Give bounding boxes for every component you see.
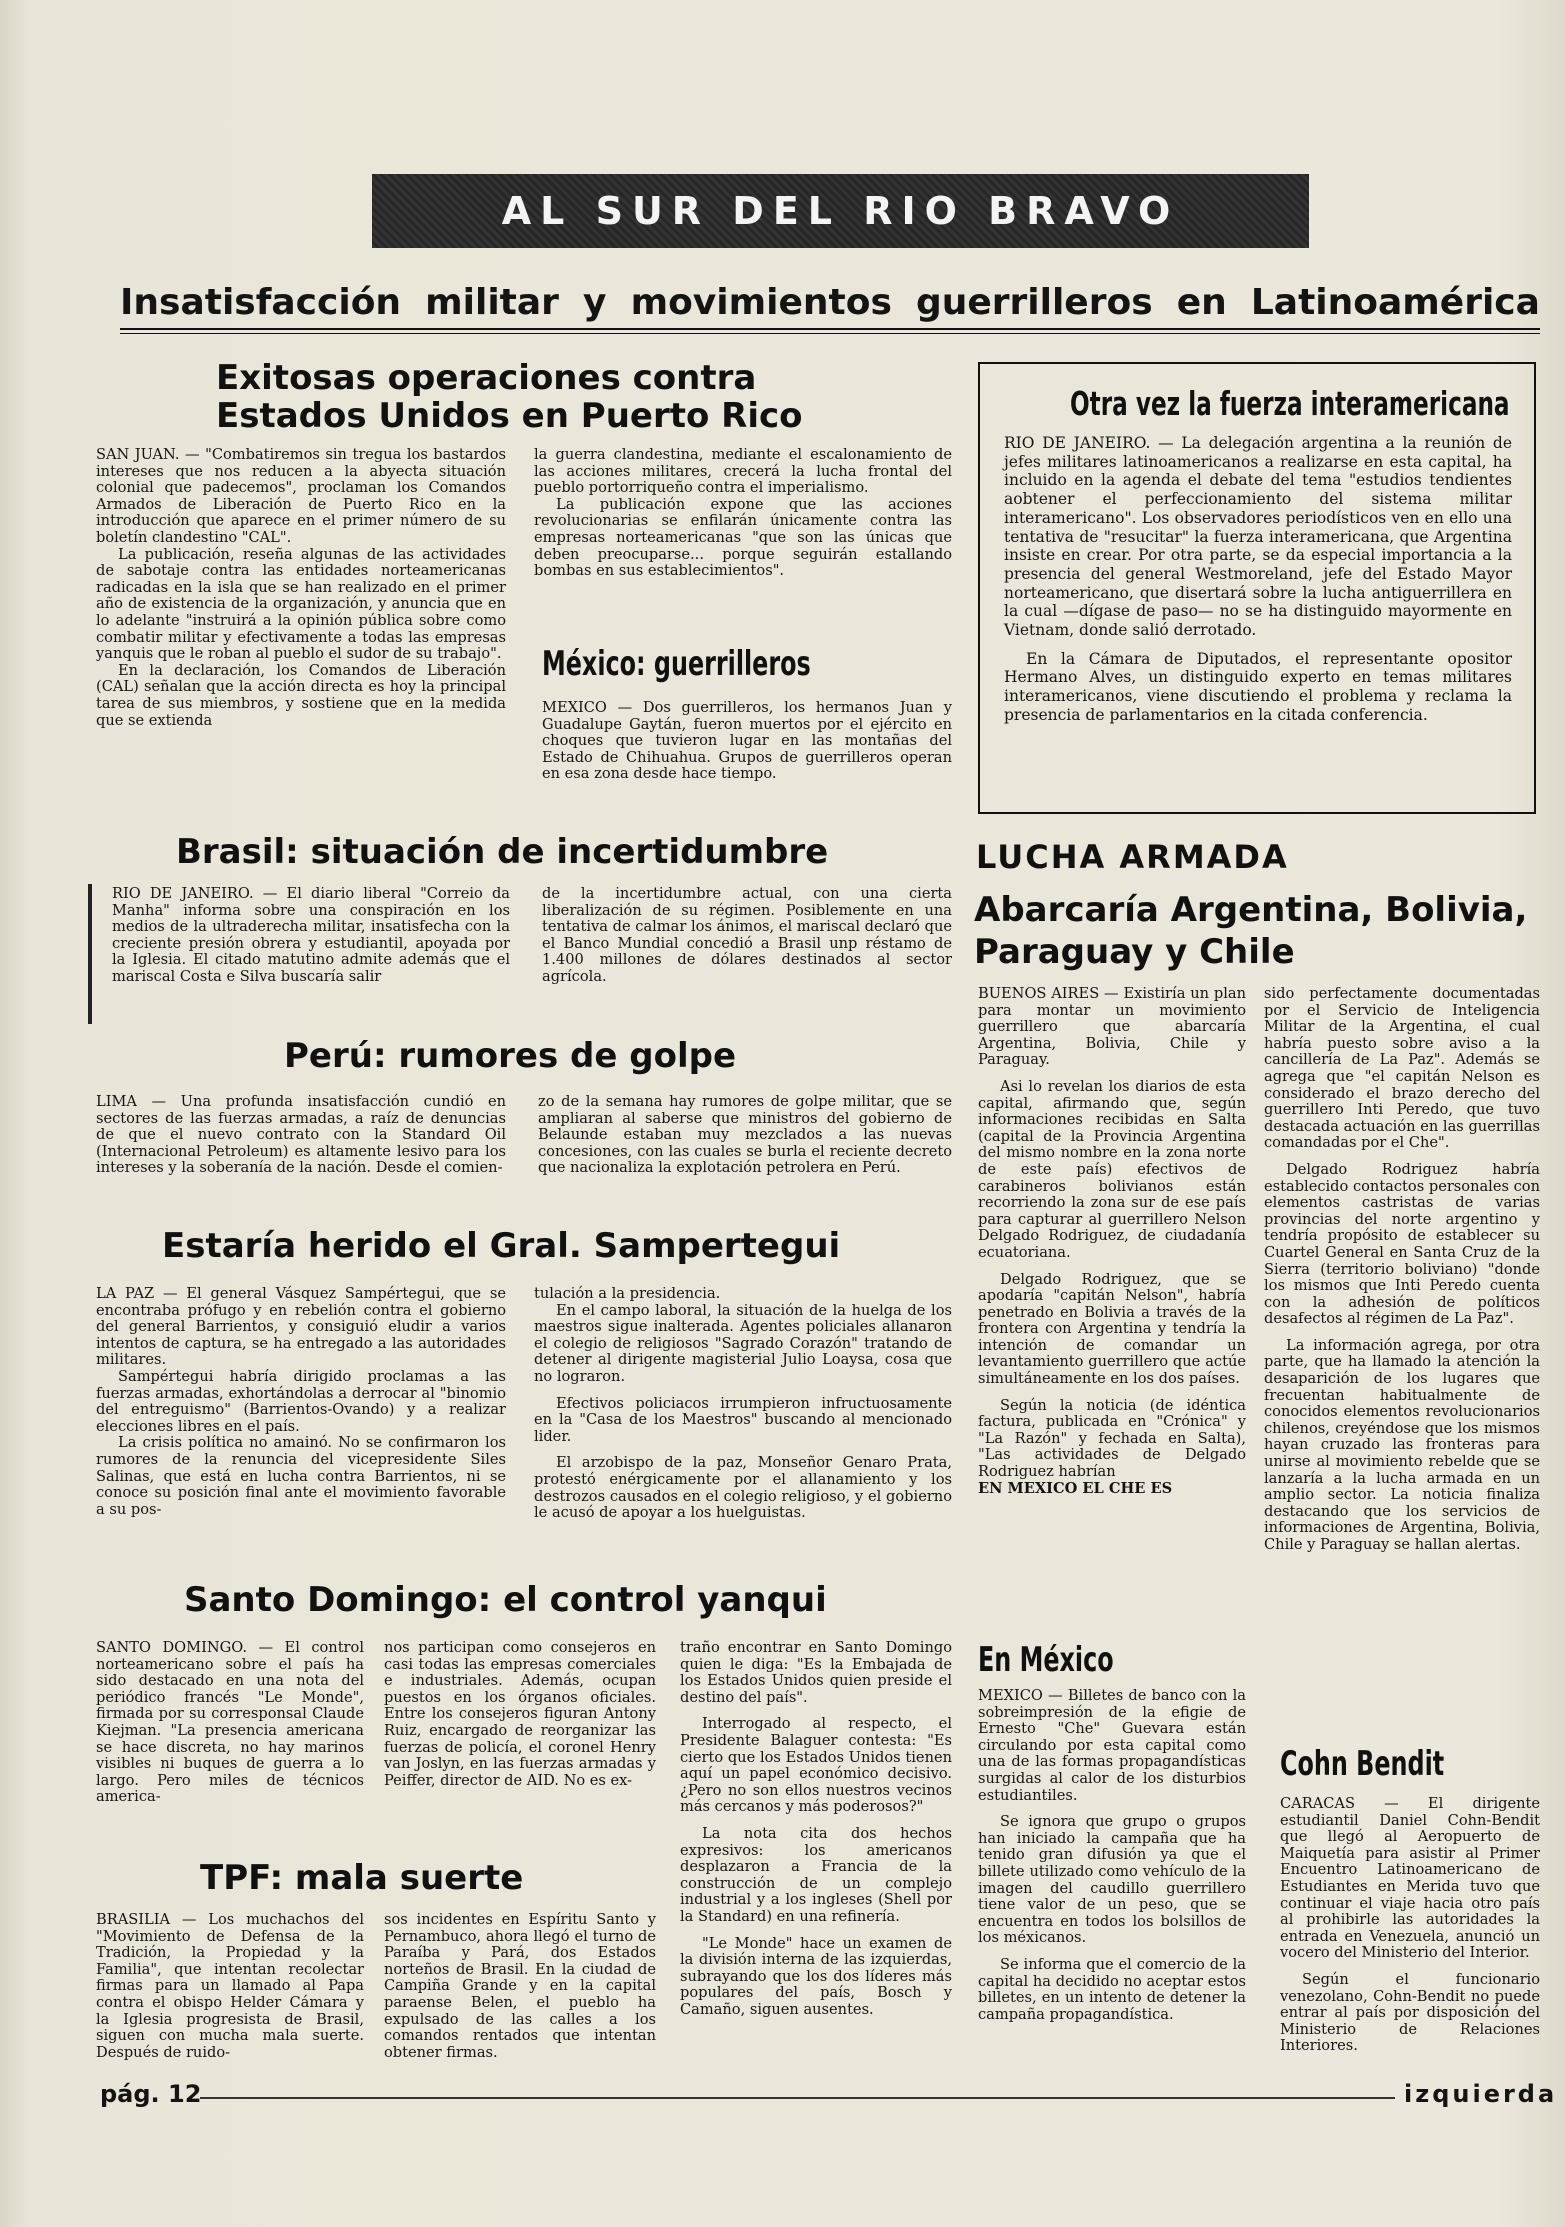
article-paragraph: La nota cita dos hechos expresivos: los americanos desplazaron a Francia de la construcción de un complejo industrial y a los ingleses (Shell por la Standard) en una refinería. bbox=[680, 1824, 952, 1925]
article-paragraph: RIO DE JANEIRO. — La delegación argentina a la reunión de jefes militares latinoamericanos a realizarse en esta capital, ha incluido en la agenda el debate del tema "estudios tendientes aobtener el perfeccionamiento del sistema militar interamericano". Los observadores periodísticos ven en ello una tentativa de "resucitar" la fuerza interamericana, que Argentina insiste en crear. Por otra parte, se da especial importancia a la presencia del general Westmoreland, jefe del Estado Mayor norteamericano, que disertará sobre la lucha antiguerrillera en la cual —dígase de paso— no se ha distinguido mayormente en Vietnam, donde salió derrotado. bbox=[1004, 434, 1512, 640]
article-paragraph: BUENOS AIRES — Existiría un plan para montar un movimiento guerrillero que abarcaría Argentina, Bolivia, Chile y Paraguay. bbox=[978, 985, 1246, 1069]
article-paragraph: En la Cámara de Diputados, el representante opositor Hermano Alves, un distinguido experto en temas militares interamericanos, viene discutiendo el problema y reclama la presencia de parlamentarios en la citada conferencia. bbox=[1004, 649, 1512, 724]
article-paragraph: La publicación expone que las acciones revolucionarias se enfilarán únicamente contra las empresas norteamericanas "que son las únicas que deben preocuparse... porque seguirán estallando bombas en sus establecimientos". bbox=[534, 495, 952, 580]
puerto-rico-col2 bbox=[534, 447, 952, 580]
sampertegui-col2 bbox=[534, 1286, 952, 1522]
article-paragraph: Interrogado al respecto, el Presidente Balaguer contesta: "Es cierto que los Estados Unidos tienen aquí un papel económico decisivo. ¿Pero no son ellos nuestros vecinos más cercanos y más poderosos?" bbox=[680, 1715, 952, 1816]
article-paragraph: traño encontrar en Santo Domingo quien le diga: "Es la Embajada de los Estados Unidos quien preside el destino del país". bbox=[680, 1639, 952, 1706]
fuerza-interamericana-body bbox=[1004, 434, 1512, 725]
article-paragraph: nos participan como consejeros en casi todas las empresas comerciales e industriales. Además, ocupan puestos en los órganos oficiales. Entre los consejeros figuran Antony Ruiz, encargado de reorganizar las fuerzas de policía, el coronel Henry van Joslyn, en las fuerzas armadas y Peiffer, director de AID. No es ex- bbox=[384, 1639, 656, 1789]
lucha-armada-title-line1: Abarcaría Argentina, Bolivia, bbox=[974, 890, 1528, 930]
article-paragraph: En el campo laboral, la situación de la huelga de los maestros sigue inalterada. Agentes policiales allanaron el colegio de religiosos "Sagrado Corazón" tratando de detener al dirigente magisterial Julio Loaysa, cosa que no lograron. bbox=[534, 1301, 952, 1385]
article-paragraph: RIO DE JANEIRO. — El diario liberal "Correio da Manha" informa sobre una conspiración en los medios de la ultraderecha militar, insatisfecha con la creciente presión obrera y estudiantil, apoyada por la Iglesia. El citado matutino admite además que el mariscal Costa e Silva buscaría salir bbox=[112, 885, 510, 985]
article-paragraph: SAN JUAN. — "Combatiremos sin tregua los bastardos intereses que nos reducen a la abyecta situación colonial que padecemos", proclaman los Comandos Armados de Liberación de Puerto Rico en la introducción que aparece en el primer número de su boletín clandestino "CAL". bbox=[96, 446, 506, 546]
lucha-armada-kicker: LUCHA ARMADA bbox=[976, 838, 1289, 876]
article-paragraph: El arzobispo de la paz, Monseñor Genaro Prata, protestó enérgicamente por el allanamiento y los destrozos causados en el colegio religioso, y el gobierno le acusó de apoyar a los huelguistas. bbox=[534, 1454, 952, 1522]
article-paragraph: sos incidentes en Espíritu Santo y Pernambuco, ahora llegó el turno de Paraíba y Pará, dos Estados norteños de Brasil. En la ciudad de Campiña Grande y en la capital paraense Belen, el pueblo ha expulsado de las calles a los comandos rentados que intentan obtener firmas. bbox=[384, 1911, 656, 2061]
article-paragraph: Delgado Rodriguez habría establecido contactos personales con elementos castristas de varias provincias del norte argentino y tendría propósito de establecer su Cuartel General en Santa Cruz de la Sierra (territorio boliviano) "donde los mismos que Inti Peredo cuenta con la adhesión de políticos desafectos al régimen de La Paz". bbox=[1264, 1160, 1540, 1328]
santo-domingo-title: Santo Domingo: el control yanqui bbox=[184, 1580, 827, 1620]
brasil-col1 bbox=[112, 886, 510, 986]
lucha-armada-col1 bbox=[978, 986, 1246, 1497]
article-paragraph: La crisis política no amainó. No se confirmaron los rumores de la renuncia del vicepresidente Siles Salinas, que está en lucha contra Barrientos, ni se conoce su posición final ante el movimiento favorable a su pos- bbox=[96, 1434, 506, 1518]
article-paragraph: Asi lo revelan los diarios de esta capital, afirmando que, según informaciones recibidas en Salta (capital de la Provincia Argentina del mismo nombre en la zona norte de este país) efectivos de carabineros bolivianos están recorriendo la zona sur de ese país para capturar al guerrillero Nelson Delgado Rodriguez, de ciudadanía ecuatoriana. bbox=[978, 1077, 1246, 1261]
puerto-rico-title-line2: Estados Unidos en Puerto Rico bbox=[216, 396, 803, 436]
headline-word: Latinoamérica bbox=[1250, 282, 1540, 323]
santo-domingo-col1 bbox=[96, 1640, 364, 1806]
cohn-bendit-body bbox=[1280, 1796, 1540, 2055]
article-paragraph: BRASILIA — Los muchachos del "Movimiento de Defensa de la Tradición, la Propiedad y la Familia", que intentan recolectar firmas para un llamado al Papa contra el obispo Helder Cámara y la Iglesia progresista de Brasil, siguen con mucha mala suerte. Después de ruido- bbox=[96, 1911, 364, 2061]
headline-rule-thin bbox=[120, 333, 1540, 334]
article-paragraph: "Le Monde" hace un examen de la división interna de las izquierdas, subrayando que los dos líderes más populares del país, Bosch y Camaño, siguen ausentes. bbox=[680, 1934, 952, 2018]
main-headline bbox=[120, 282, 1540, 323]
headline-word: y bbox=[583, 282, 607, 323]
headline-word: en bbox=[1176, 282, 1227, 323]
santo-domingo-col2 bbox=[384, 1640, 656, 1789]
section-banner bbox=[372, 174, 1309, 248]
tpf-col1 bbox=[96, 1912, 364, 2061]
article-paragraph: MEXICO — Billetes de banco con la sobreimpresión de la efigie de Ernesto "Che" Guevara están circulando por esta capital como una de las formas propagandísticas surgidas al calor de los disturbios estudiantiles. bbox=[978, 1687, 1246, 1804]
headline-rule bbox=[120, 328, 1540, 330]
article-paragraph: Según el funcionario venezolano, Cohn-Bendit no puede entrar al país por disposición del Ministerio de Relaciones Interiores. bbox=[1280, 1970, 1540, 2055]
tpf-title: TPF: mala suerte bbox=[200, 1858, 524, 1898]
headline-word: militar bbox=[425, 282, 559, 323]
article-paragraph: Se ignora que grupo o grupos han iniciado la campaña que ha tenido gran difusión ya que el billete utilizado como vehículo de la imagen del caudillo guerrillero tiene valor de un peso, que se encuentra en todos los bolsillos de los méxicanos. bbox=[978, 1813, 1246, 1947]
puerto-rico-col1 bbox=[96, 447, 506, 729]
en-mexico-body bbox=[978, 1688, 1246, 2023]
fuerza-interamericana-title: Otra vez la fuerza interamericana bbox=[1070, 384, 1510, 423]
article-paragraph: zo de la semana hay rumores de golpe militar, que se ampliaran al saberse que ministros del gobierno de Belaunde estaban muy mezclados a las nuevas concesiones, con las cuales se burla el reciente decreto que nacionaliza la explotación petrolera en Perú. bbox=[538, 1093, 952, 1177]
brasil-title: Brasil: situación de incertidumbre bbox=[176, 832, 829, 872]
article-paragraph: tulación a la presidencia. bbox=[534, 1285, 721, 1302]
brasil-col2 bbox=[542, 886, 952, 986]
sampertegui-title: Estaría herido el Gral. Sampertegui bbox=[162, 1226, 841, 1266]
footer-brand: izquierda bbox=[1404, 2080, 1558, 2108]
article-paragraph: Delgado Rodriguez, que se apodaría "capitán Nelson", habría penetrado en Bolivia a través de la frontera con Argentina y tendría la intención de comandar un levantamiento guerrillero que actúe simultáneamente en los dos países. bbox=[978, 1270, 1246, 1388]
article-paragraph: sido perfectamente documentadas por el Servicio de Inteligencia Militar de la Argentina, el cual habría puesto sobre aviso a la cancillería de La Paz". Además se agrega que "el capitán Nelson es considerado el brazo derecho del guerrillero Inti Peredo, que tuvo destacada actuación en las guerrillas comandadas por el Che". bbox=[1264, 985, 1540, 1152]
headline-word: Insatisfacción bbox=[120, 282, 402, 323]
banner-text: AL SUR DEL RIO BRAVO bbox=[501, 189, 1180, 233]
article-paragraph: CARACAS — El dirigente estudiantil Daniel Cohn-Bendit que llegó al Aeropuerto de Maiquetía para asistir al Primer Encuentro Latinoamericano de Estudiantes en Merida tuvo que continuar el viaje hacia otro país al prohibirle las autoridades la entrada en Venezuela, anunció un vocero del Ministerio del Interior. bbox=[1280, 1795, 1540, 1962]
peru-col1 bbox=[96, 1094, 506, 1177]
article-paragraph: Según la noticia (de idéntica factura, publicada en "Crónica" y "La Razón" y fechada en Salta), "Las actividades de Delgado Rodriguez habrían bbox=[978, 1396, 1246, 1481]
article-paragraph: Efectivos policiacos irrumpieron infructuosamente en la "Casa de los Maestros" buscando al mencionado lider. bbox=[534, 1394, 952, 1445]
peru-col2 bbox=[538, 1094, 952, 1177]
en-mexico-title: En México bbox=[978, 1640, 1114, 1680]
peru-title: Perú: rumores de golpe bbox=[284, 1036, 737, 1076]
mexico-guerrilleros-body bbox=[542, 700, 952, 783]
headline-word: movimientos bbox=[630, 282, 892, 323]
cohn-bendit-title: Cohn Bendit bbox=[1280, 1744, 1445, 1784]
article-paragraph: MEXICO — Dos guerrilleros, los hermanos Juan y Guadalupe Gaytán, fueron muertos por el ejército en choques que tuvieron lugar en las montañas del Estado de Chihuahua. Grupos de guerrilleros operan en esa zona desde hace tiempo. bbox=[542, 699, 952, 783]
mexico-guerrilleros-title: México: guerrilleros bbox=[542, 644, 811, 684]
brasil-side-bar bbox=[88, 884, 92, 1024]
article-paragraph: LA PAZ — El general Vásquez Sampértegui, que se encontraba prófugo y en rebelión contra el gobierno del general Barrientos, y consiguió eludir a varios intentos de captura, se ha entregado a las autoridades militares. bbox=[96, 1285, 506, 1369]
article-paragraph: la guerra clandestina, mediante el escalonamiento de las acciones militares, crecerá la lucha frontal del pueblo portorriqueño contra el imperialismo. bbox=[534, 446, 952, 497]
puerto-rico-title-line1: Exitosas operaciones contra bbox=[216, 358, 757, 398]
fuerza-interamericana-box bbox=[978, 362, 1536, 814]
page-number: pág. 12 bbox=[100, 2080, 202, 2108]
article-bold-line: EN MEXICO EL CHE ES bbox=[978, 1479, 1173, 1497]
lucha-armada-title-line2: Paraguay y Chile bbox=[974, 932, 1295, 972]
article-paragraph: En la declaración, los Comandos de Liberación (CAL) señalan que la acción directa es hoy la principal tarea de sus miembros, y sostiene que en la medida que se extienda bbox=[96, 661, 506, 729]
lucha-armada-col2 bbox=[1264, 986, 1540, 1554]
article-paragraph: LIMA — Una profunda insatisfacción cundió en sectores de las fuerzas armadas, a raíz de denuncias de que el nuevo contrato con la Standard Oil (Internacional Petroleum) es altamente lesivo para los intereses y la soberanía de la nación. Desde el comien- bbox=[96, 1093, 506, 1177]
tpf-col2 bbox=[384, 1912, 656, 2061]
headline-word: guerrilleros bbox=[915, 282, 1153, 323]
santo-domingo-col3 bbox=[680, 1640, 952, 2018]
article-paragraph: La información agrega, por otra parte, que ha llamado la atención la desaparición de los lugares que frecuentan habitualmente de conocidos elementos revolucionarios chilenos, creyéndose que los mismos hayan cruzado las fronteras para unirse al movimiento rebelde que se lanzaría a la lucha armada en un amplio sector. La noticia finaliza destacando que los servicios de informaciones de Argentina, Bolivia, Chile y Paraguay se hallan alertas. bbox=[1264, 1336, 1540, 1553]
article-paragraph: de la incertidumbre actual, con una cierta liberalización de su régimen. Posiblemente en una tentativa de calmar los ánimos, el mariscal declaró que el Banco Mundial concedió a Brasil unp réstamo de 1.400 millones de dólares destinados al sector agrícola. bbox=[542, 885, 952, 985]
article-paragraph: La publicación, reseña algunas de las actividades de sabotaje contra las entidades norteamericanas radicadas en la isla que se han realizado en el primer año de existencia de la organización, y anuncia que en lo adelante "instruirá a la opinión pública sobre como combatir militar y efectivamente a todas las empresas yanquis que le roban al pueblo el sudor de su trabajo". bbox=[96, 545, 506, 663]
article-paragraph: Sampértegui habría dirigido proclamas a las fuerzas armadas, exhortándolas a derrocar al "binomio del entreguismo" (Barrientos-Ovando) y a realizar elecciones libres en el país. bbox=[96, 1367, 506, 1435]
article-paragraph: SANTO DOMINGO. — El control norteamericano sobre el país ha sido destacado en una nota del periódico francés "Le Monde", firmada por su corresponsal Claude Kiejman. "La presencia americana se hace discreta, no hay marinos visibles ni buques de guerra a lo largo. Pero miles de técnicos america- bbox=[96, 1639, 364, 1806]
sampertegui-col1 bbox=[96, 1286, 506, 1518]
footer-rule bbox=[200, 2097, 1395, 2099]
article-paragraph: Se informa que el comercio de la capital ha decidido no aceptar estos billetes, en un intento de detener la campaña propagandística. bbox=[978, 1955, 1246, 2023]
